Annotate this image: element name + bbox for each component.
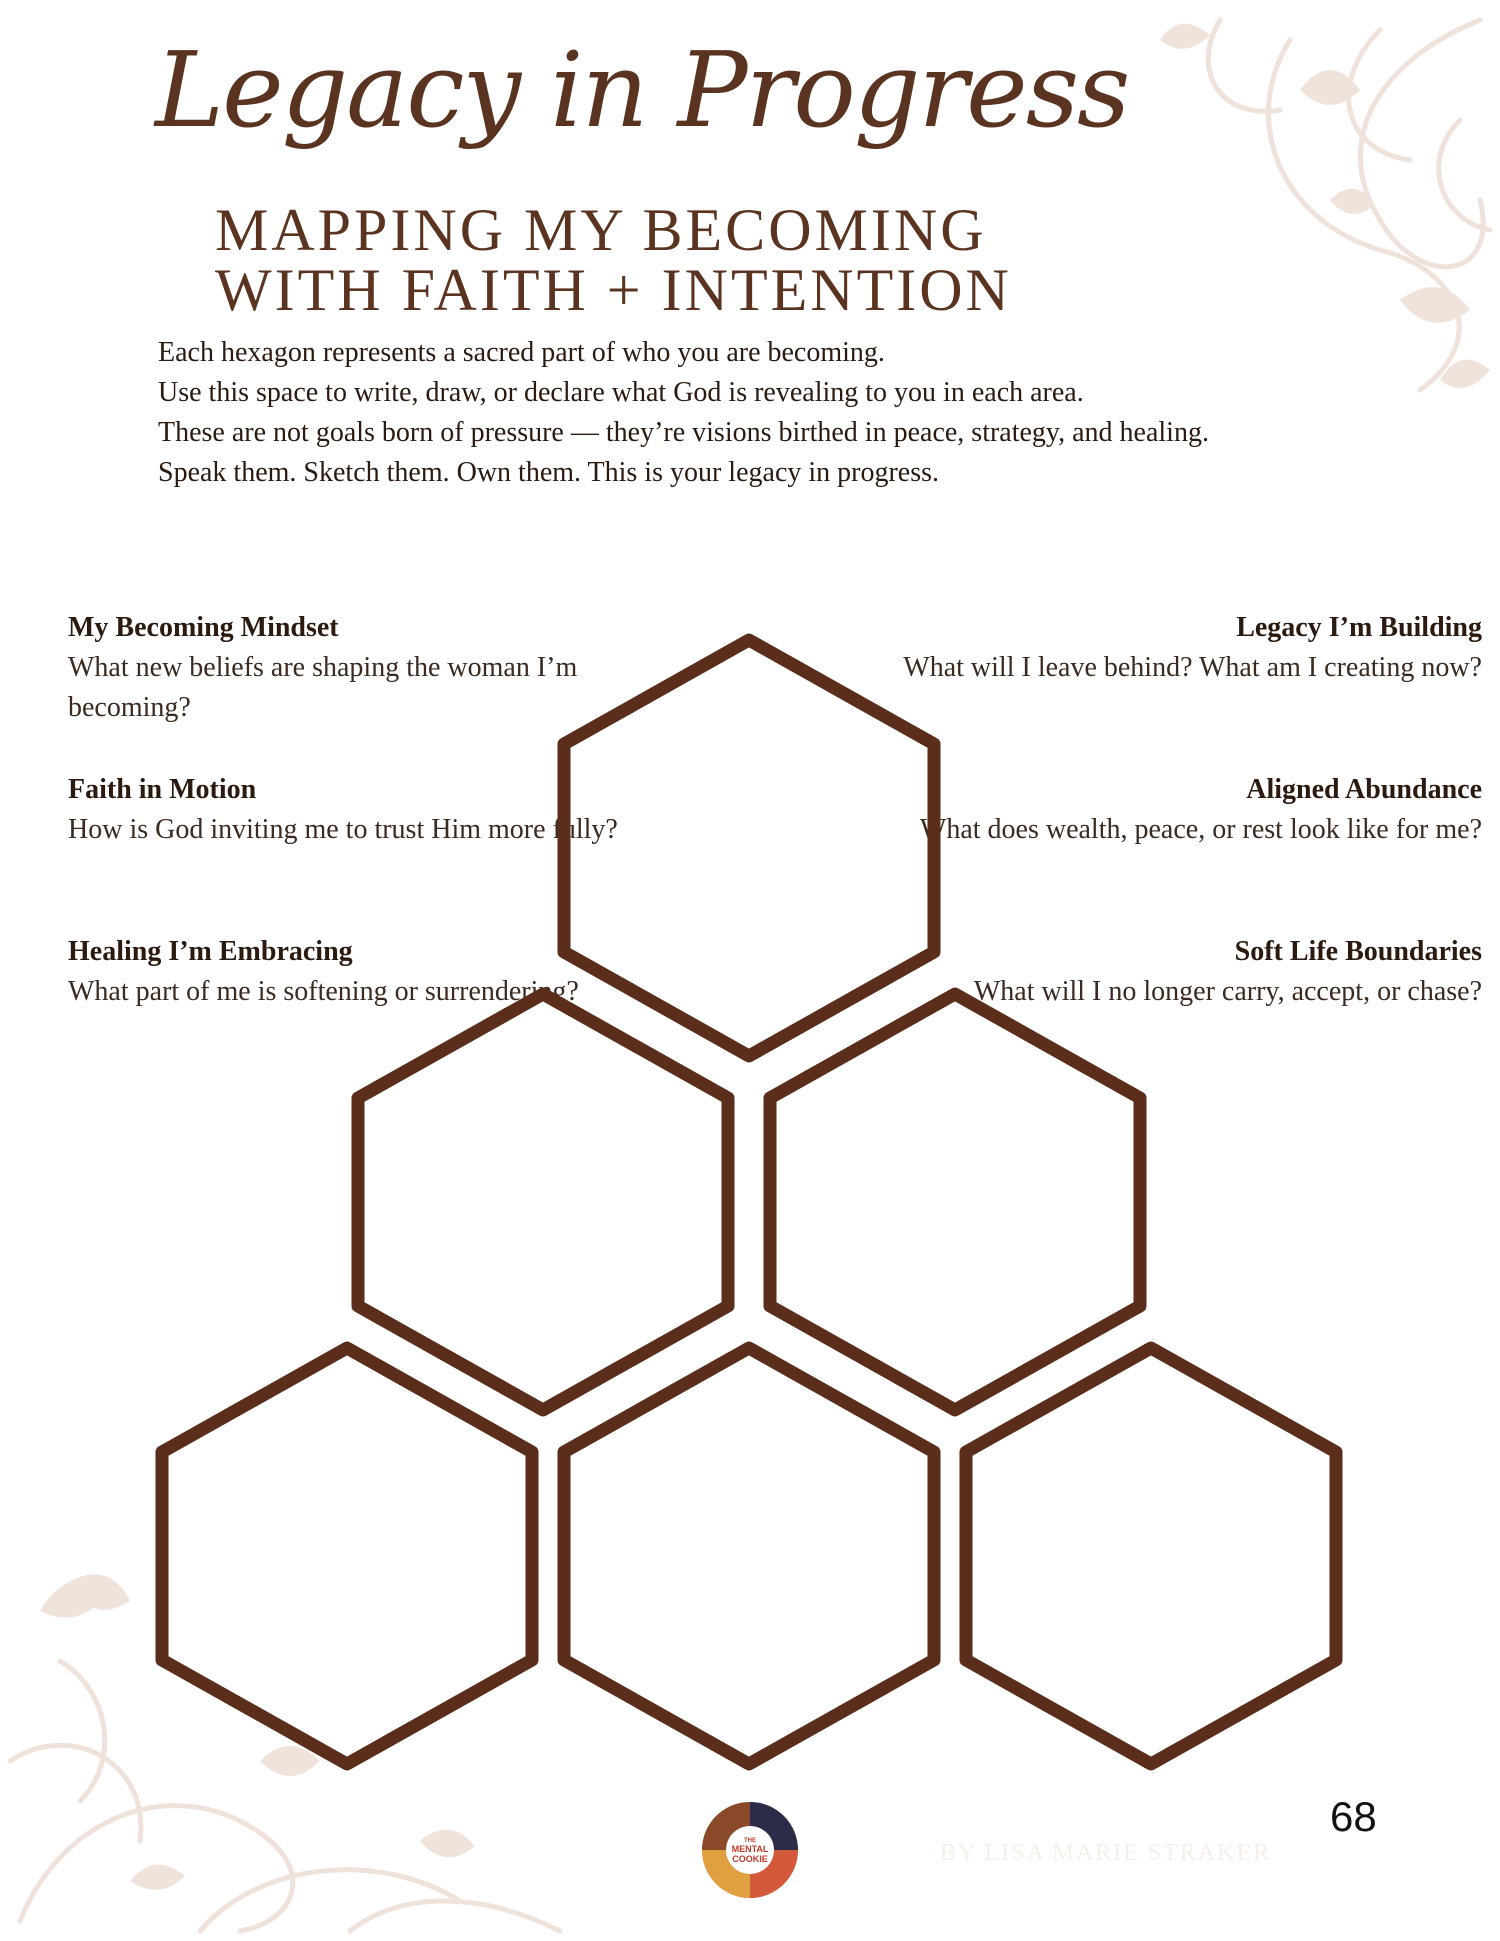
logo-text-line-2: MENTAL bbox=[731, 1844, 769, 1854]
intro-line: These are not goals born of pressure — they’re visions birthed in peace, strategy, and healing. bbox=[158, 417, 1209, 448]
prompt-title: Soft Life Boundaries bbox=[1234, 936, 1482, 967]
prompt-title: Legacy I’m Building bbox=[1236, 612, 1482, 643]
prompt-question: What will I leave behind? What am I creating now? bbox=[903, 652, 1482, 683]
prompt-question: What does wealth, peace, or rest look like for me? bbox=[919, 814, 1482, 845]
prompt-title: Faith in Motion bbox=[68, 774, 257, 805]
prompt-question: What will I no longer carry, accept, or chase? bbox=[973, 976, 1482, 1007]
page-number: 68 bbox=[1330, 1793, 1377, 1840]
logo-text-line-3: COOKIE bbox=[732, 1854, 768, 1864]
hexagon-top[interactable] bbox=[564, 640, 934, 1056]
page-title: Legacy in Progress bbox=[155, 29, 1129, 151]
prompt-title: Healing I’m Embracing bbox=[68, 936, 353, 967]
prompt-question: How is God inviting me to trust Him more fully? bbox=[68, 814, 618, 845]
hexagon-bottom-left[interactable] bbox=[162, 1348, 532, 1764]
hexagon-bottom-right[interactable] bbox=[966, 1348, 1336, 1764]
intro-line: Use this space to write, draw, or declare what God is revealing to you in each area. bbox=[158, 377, 1084, 408]
intro-line: Each hexagon represents a sacred part of who you are becoming. bbox=[158, 337, 885, 368]
subtitle-line-1: MAPPING MY BECOMING bbox=[215, 197, 987, 263]
mental-cookie-logo bbox=[700, 1800, 800, 1900]
author-byline: BY LISA MARIE STRAKER bbox=[940, 1840, 1272, 1866]
prompt-title: Aligned Abundance bbox=[1246, 774, 1482, 805]
logo-text-line-1: THE bbox=[744, 1838, 756, 1844]
prompt-question: What new beliefs are shaping the woman I’m becoming? bbox=[68, 652, 578, 723]
prompt-question: What part of me is softening or surrendering? bbox=[68, 976, 579, 1007]
prompt-title: My Becoming Mindset bbox=[68, 612, 339, 643]
hexagon-middle-left[interactable] bbox=[358, 994, 728, 1410]
intro-line: Speak them. Sketch them. Own them. This is your legacy in progress. bbox=[158, 457, 940, 488]
hexagon-middle-right[interactable] bbox=[770, 994, 1140, 1410]
subtitle-line-2: WITH FAITH + INTENTION bbox=[215, 257, 1012, 323]
hexagon-bottom-center[interactable] bbox=[564, 1348, 934, 1764]
